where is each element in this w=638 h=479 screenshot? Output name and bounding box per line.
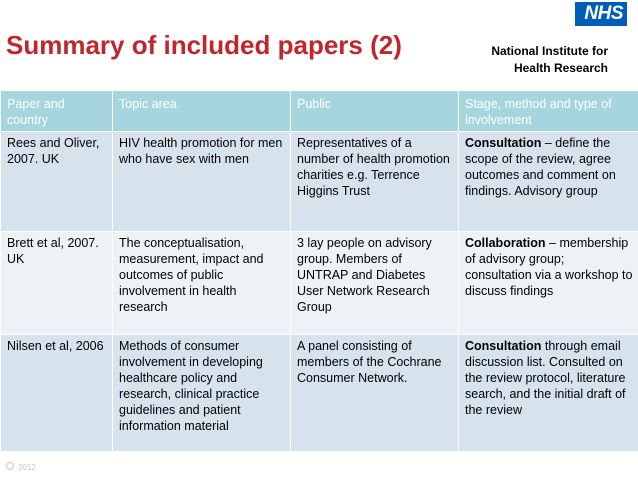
papers-summary-table xyxy=(0,91,638,451)
stage-type: Consultation xyxy=(465,136,542,150)
cell-topic: The conceptualisation, measurement, impact and outcomes of public involvement in health research xyxy=(113,232,291,335)
cell-stage xyxy=(459,335,638,452)
cell-public: 3 lay people on advisory group. Members of UNTRAP and Diabetes User Network Research Group xyxy=(291,232,459,335)
table-row xyxy=(1,232,638,335)
stage-detail: – define the scope of the review, agree outcomes and comment on findings. Advisory group xyxy=(465,136,616,198)
nhs-logo-text: NHS xyxy=(584,3,623,24)
column-header-public: Public xyxy=(291,91,459,132)
cell-public: A panel consisting of members of the Cochrane Consumer Network. xyxy=(291,335,459,452)
nihr-logo-line-1: National Institute for xyxy=(491,44,608,58)
table-header-row xyxy=(1,91,638,132)
nhs-logo-badge xyxy=(575,2,627,26)
cell-paper: Nilsen et al, 2006 xyxy=(1,335,113,452)
table-row xyxy=(1,132,638,232)
cell-paper: Brett et al, 2007. UK xyxy=(1,232,113,335)
cell-public: Representatives of a number of health promotion charities e.g. Terrence Higgins Trust xyxy=(291,132,459,232)
cell-topic: Methods of consumer involvement in developing healthcare policy and research, clinical practice guidelines and patient information material xyxy=(113,335,291,452)
stage-detail: through email discussion list. Consulted on the review protocol, literature search, and the initial draft of the review xyxy=(465,339,626,417)
footer-year: 2012 xyxy=(18,463,36,472)
cell-stage xyxy=(459,132,638,232)
footer-logo-icon xyxy=(5,461,15,471)
column-header-paper: Paper and country xyxy=(1,91,113,132)
cell-stage xyxy=(459,232,638,335)
slide-title: Summary of included papers (2) xyxy=(6,30,402,60)
stage-type: Consultation xyxy=(465,339,542,353)
stage-detail: – membership of advisory group; consultation via a workshop to discuss findings xyxy=(465,236,633,298)
stage-type: Collaboration xyxy=(465,236,546,250)
column-header-topic: Topic area xyxy=(113,91,291,132)
nihr-logo-line-2: Health Research xyxy=(513,61,608,75)
cell-paper: Rees and Oliver, 2007. UK xyxy=(1,132,113,232)
cell-topic: HIV health promotion for men who have sex with men xyxy=(113,132,291,232)
column-header-stage: Stage, method and type of involvement xyxy=(459,91,638,132)
table-row xyxy=(1,335,638,452)
